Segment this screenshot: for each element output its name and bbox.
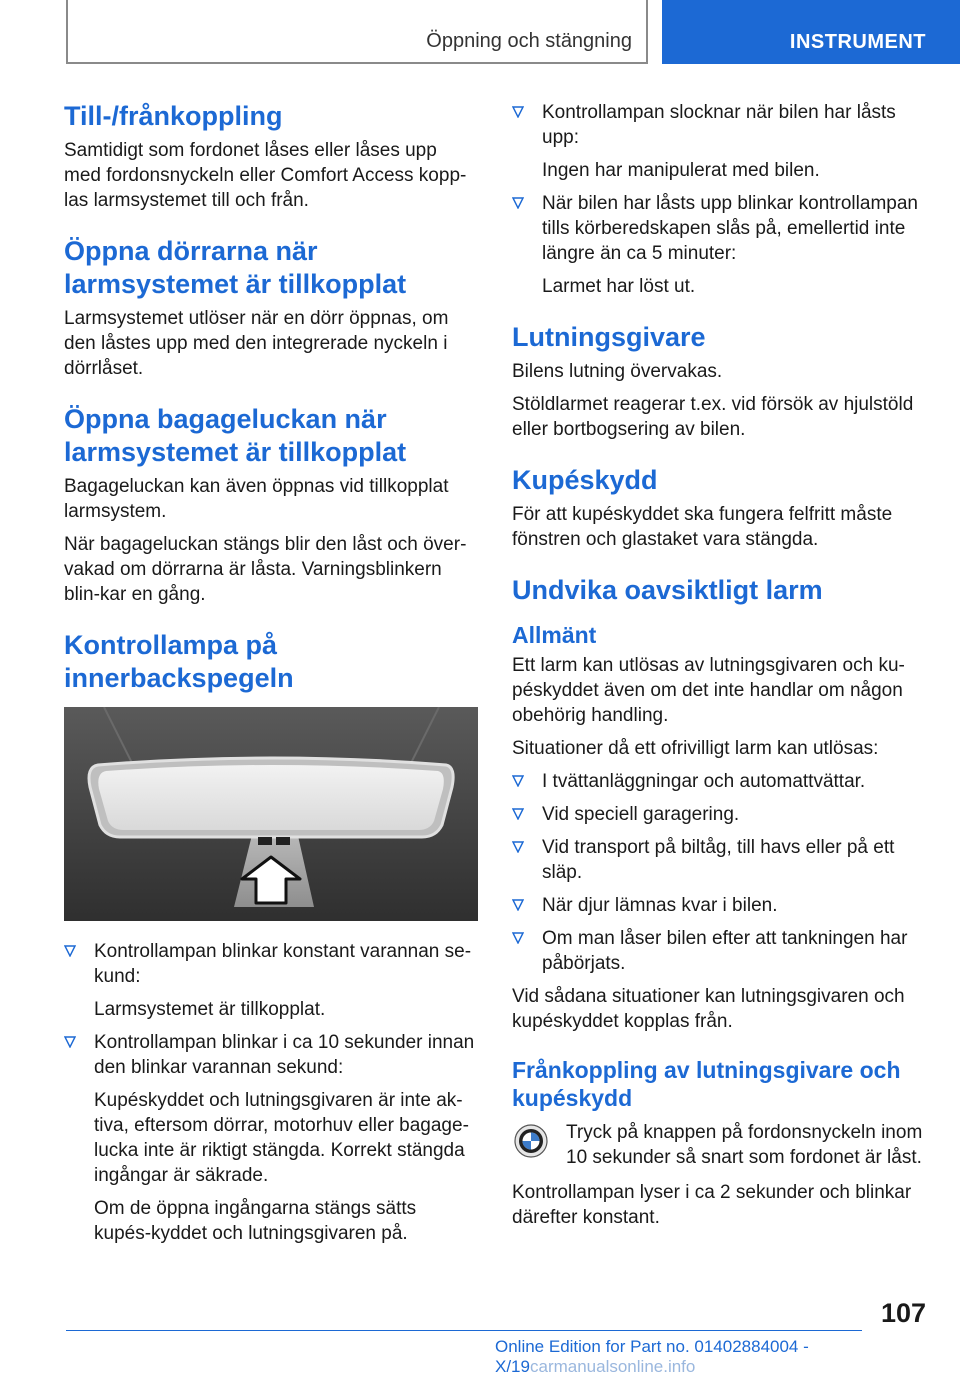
list-item: [512, 100, 924, 183]
list-item-text: Om man låser bilen efter att tankningen har påbörjats.: [542, 928, 908, 974]
bmw-key-button-icon: [514, 1124, 548, 1158]
section-frankoppling: [512, 1056, 924, 1230]
left-column: [64, 100, 478, 1254]
paragraph: Situationer då ett ofrivilligt larm kan utlösas:: [512, 738, 879, 759]
list-item: [512, 191, 924, 299]
list-item: [64, 1030, 478, 1246]
page-number: 107: [880, 1298, 926, 1328]
paragraph: Kontrollampan lyser i ca 2 sekunder och blinkar därefter konstant.: [512, 1182, 912, 1228]
list-item-text: När djur lämnas kvar i bilen.: [542, 895, 778, 916]
list-item: [64, 939, 478, 1022]
section-heading: Till-/frånkoppling: [64, 101, 283, 131]
footer-divider: [66, 1330, 862, 1331]
indicator-list: [64, 939, 478, 1246]
indicator-list-continued: [512, 100, 924, 299]
list-item-text: Kontrollampan blinkar konstant varannan se-kund:: [94, 941, 472, 987]
list-item-result: Kupéskyddet och lutningsgivaren är inte ak-tiva, eftersom dörrar, motorhuv eller bagage-lucka inte är riktigt stängda. Korrekt stängda ingångar är säkrade.: [94, 1090, 469, 1186]
subsection-heading: Allmänt: [512, 622, 597, 648]
paragraph: Bagageluckan kan även öppnas vid tillkopplat larmsystem.: [64, 476, 449, 522]
list-item-result: Larmet har löst ut.: [542, 276, 696, 297]
section-till-frankoppling: [64, 100, 478, 213]
list-item-text: Kontrollampan blinkar i ca 10 sekunder innan den blinkar varannan sekund:: [94, 1032, 475, 1078]
paragraph: Bilens lutning övervakas.: [512, 361, 723, 382]
section-heading: Öppna dörrarna när larmsystemet är tillkopplat: [64, 236, 407, 299]
section-heading: Kontrollampa på innerbackspegeln: [64, 630, 294, 693]
section-kupeskydd: [512, 464, 924, 552]
paragraph: När bagageluckan stängs blir den låst och över-vakad om dörrarna är låsta. Varningsblinkern blin-kar en gång.: [64, 534, 467, 605]
list-item-text: Kontrollampan slocknar när bilen har låsts upp:: [542, 102, 896, 148]
list-item-result: Larmsystemet är tillkopplat.: [94, 999, 326, 1020]
list-item-text: När bilen har låsts upp blinkar kontrollampan tills körberedskapen slås på, emellertid inte längre än ca 5 minuter:: [542, 193, 918, 264]
paragraph: Ett larm kan utlösas av lutningsgivaren och ku-péskyddet även om det inte handlar om någon obehörig handling.: [512, 655, 905, 726]
paragraph: För att kupéskyddet ska fungera felfritt måste fönstren och glastaket vara stängda.: [512, 504, 893, 550]
list-item: [512, 802, 924, 827]
list-item: [512, 769, 924, 794]
list-item-result: Ingen har manipulerat med bilen.: [542, 160, 820, 181]
watermark-text: carmanualsonline.info: [529, 1357, 696, 1376]
rearview-mirror-image: [64, 707, 478, 921]
header-section-tab: [66, 0, 648, 64]
section-lutningsgivare: [512, 321, 924, 442]
section-heading: Kupéskydd: [512, 465, 658, 495]
list-item-text: I tvättanläggningar och automattvättar.: [542, 771, 866, 792]
paragraph: Samtidigt som fordonet låses eller låses upp med fordonsnyckeln eller Comfort Access kopp-las larmsystemet till och från.: [64, 140, 467, 211]
footer-edition: [495, 1337, 960, 1377]
header-chapter-tab[interactable]: [662, 0, 960, 64]
list-item: [512, 926, 924, 976]
paragraph: Vid sådana situationer kan lutningsgivaren och kupéskyddet kopplas från.: [512, 986, 905, 1032]
list-item-text: Vid speciell garagering.: [542, 804, 740, 825]
list-item: [512, 835, 924, 885]
edition-text: Online Edition for Part no. 01402884004 - X/19: [495, 1337, 809, 1376]
section-oppna-dorrarna: [64, 235, 478, 381]
paragraph: Tryck på knappen på fordonsnyckeln inom 10 sekunder så snart som fordonet är låst.: [566, 1122, 923, 1168]
key-instruction-row: [512, 1120, 924, 1170]
chapter-title: INSTRUMENT: [789, 31, 926, 53]
right-column: [512, 100, 924, 1238]
list-item: [512, 893, 924, 918]
situation-list: [512, 769, 924, 976]
section-title: Öppning och stängning: [426, 30, 632, 52]
paragraph: Stöldlarmet reagerar t.ex. vid försök av hjulstöld eller bortbogsering av bilen.: [512, 394, 914, 440]
list-item-text: Vid transport på biltåg, till havs eller på ett släp.: [542, 837, 895, 883]
section-undvika-larm: [512, 574, 924, 1034]
section-heading: Öppna bagageluckan när larmsystemet är tillkopplat: [64, 404, 407, 467]
section-heading: Lutningsgivare: [512, 322, 706, 352]
section-kontrollampa: [64, 629, 478, 1246]
list-item-result: Om de öppna ingångarna stängs sätts kupés-kyddet och lutningsgivaren på.: [94, 1198, 417, 1244]
section-oppna-bagageluckan: [64, 403, 478, 607]
paragraph: Larmsystemet utlöser när en dörr öppnas, om den låstes upp med den integrerade nyckeln i dörrlåset.: [64, 308, 449, 379]
section-heading: Undvika oavsiktligt larm: [512, 575, 823, 605]
subsection-heading: Frånkoppling av lutningsgivare och kupéskydd: [512, 1057, 901, 1111]
